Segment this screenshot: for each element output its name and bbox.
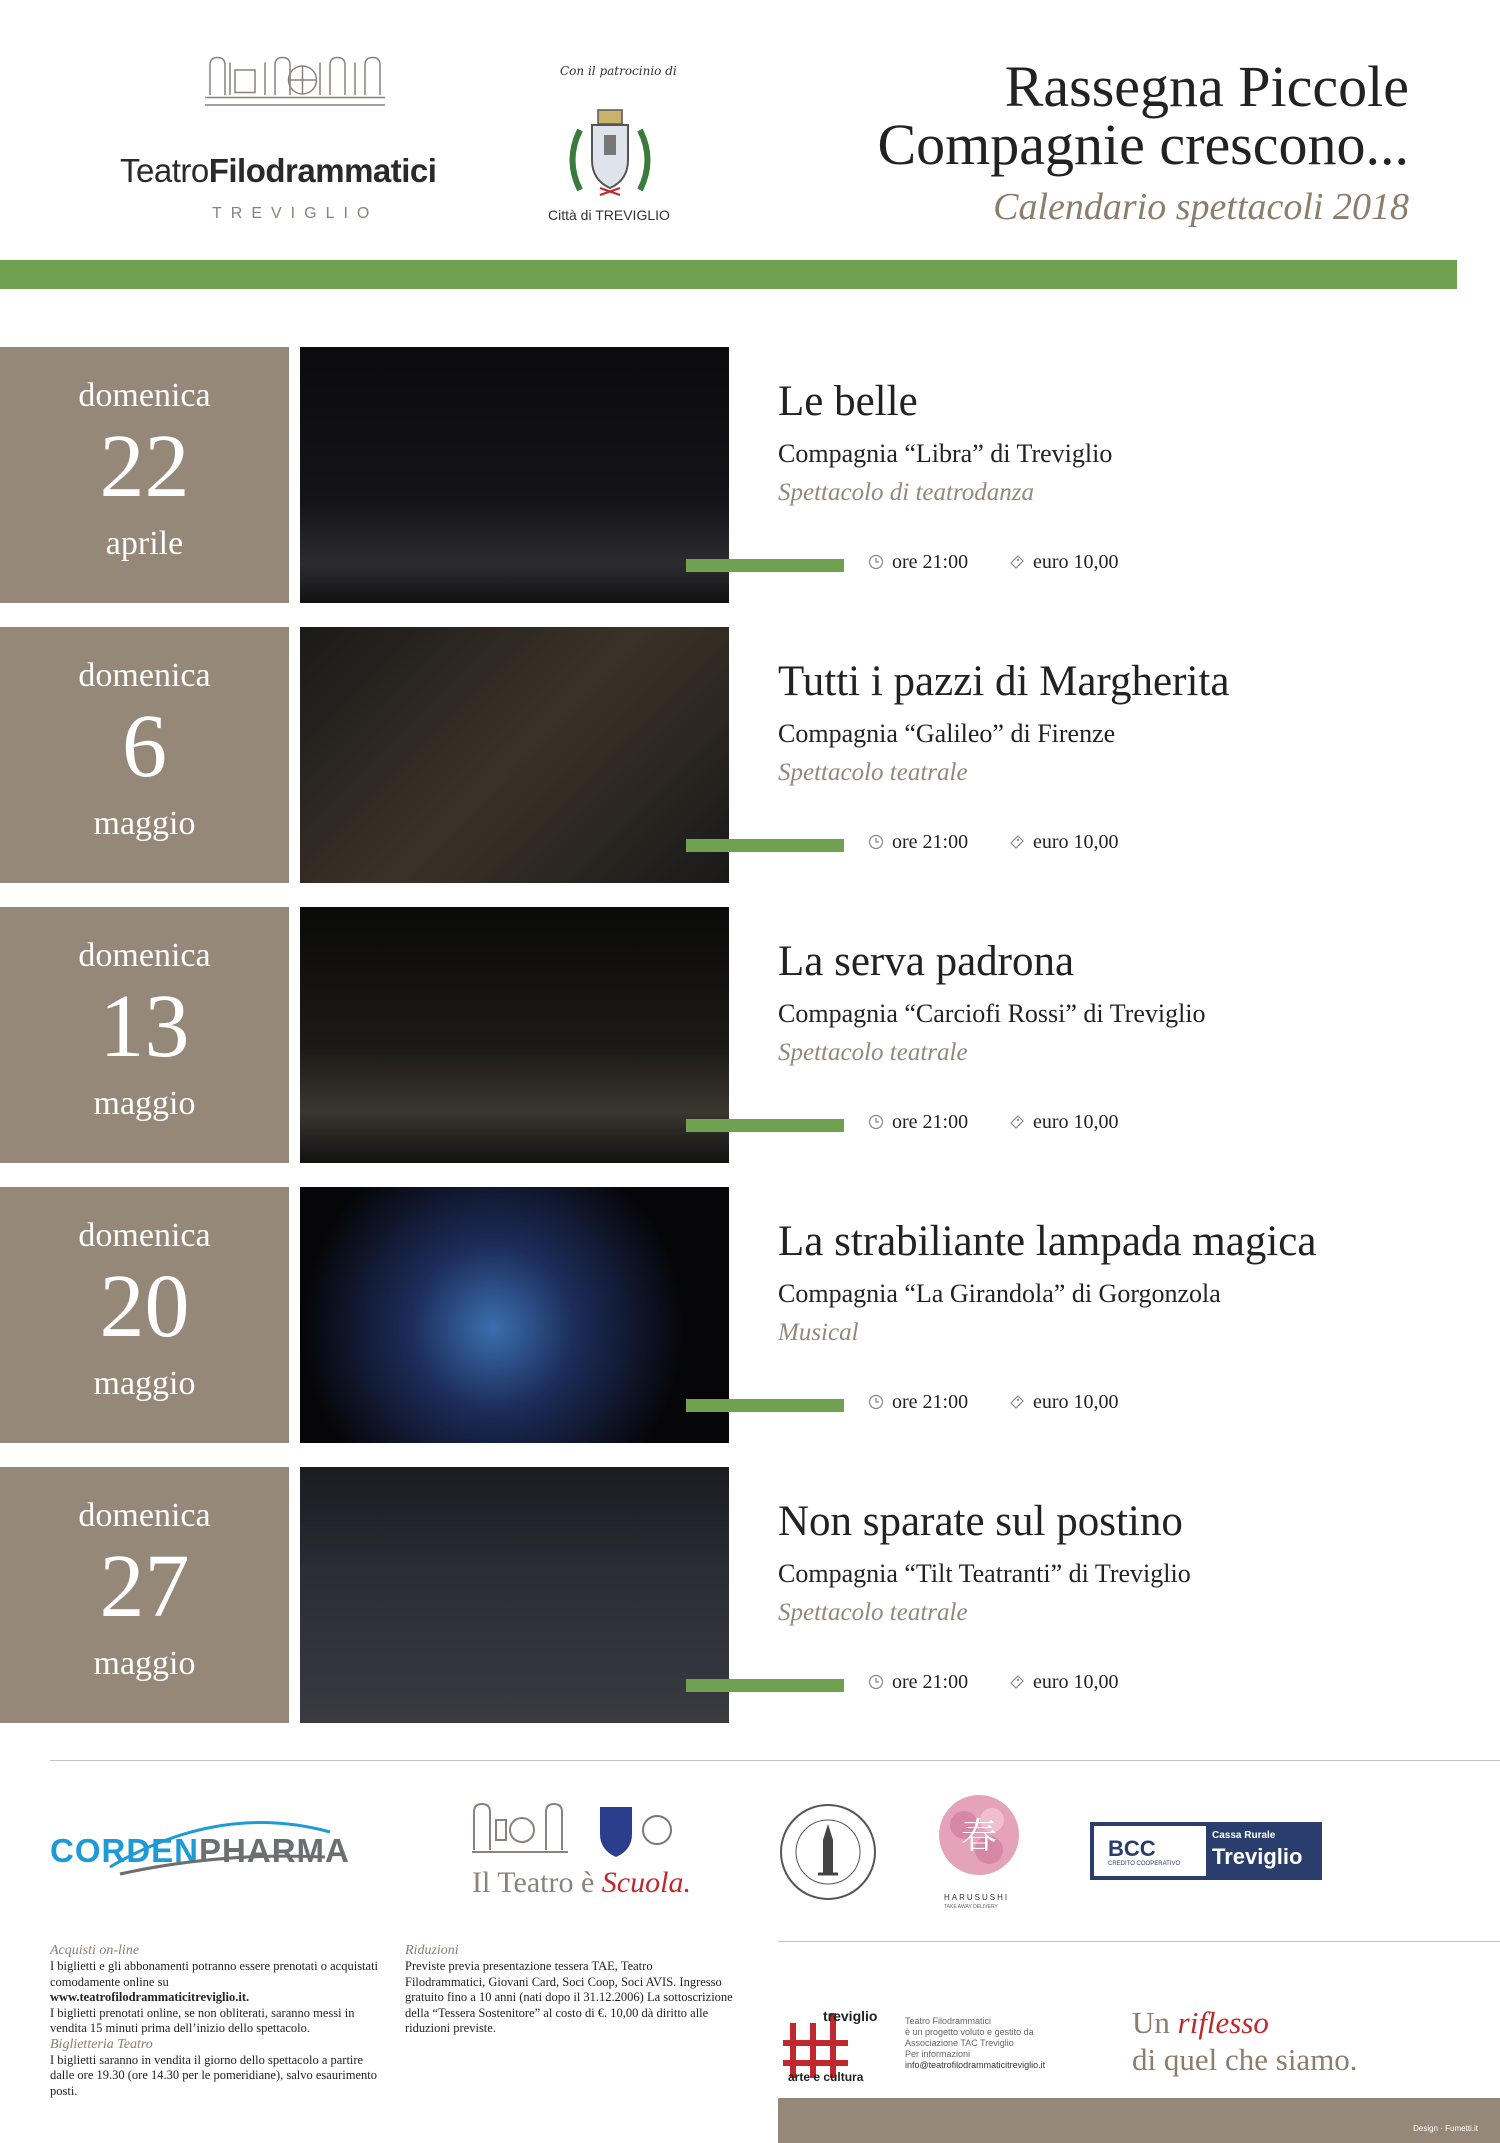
riduzioni-heading: Riduzioni <box>405 1943 459 1958</box>
teatro-name: TeatroFilodrammatici <box>120 152 437 189</box>
event-title: Le belle <box>778 378 918 425</box>
event-month: maggio <box>93 1645 196 1682</box>
citta-label: Città di TREVIGLIO <box>548 207 670 223</box>
event-green-line <box>686 559 844 572</box>
clock-icon <box>868 1394 884 1410</box>
teatro-scuola-logo <box>472 1802 672 1862</box>
event-time: ore 21:00 <box>868 831 968 854</box>
clock-icon <box>868 1114 884 1130</box>
event-photo <box>300 1187 729 1443</box>
event-weekday: domenica <box>78 937 211 974</box>
tac-line4: Per informazioni <box>905 2049 971 2059</box>
event-title: La serva padrona <box>778 938 1075 985</box>
ticket-icon <box>1009 554 1025 570</box>
header-green-bar <box>0 260 1457 289</box>
event-month: aprile <box>105 525 184 562</box>
clock-icon <box>868 1674 884 1690</box>
event-photo <box>300 627 729 883</box>
event-company: Compagnia “Tilt Teatranti” di Treviglio <box>778 1559 1191 1588</box>
event-company: Compagnia “Carciofi Rossi” di Treviglio <box>778 999 1206 1028</box>
event-weekday: domenica <box>78 1497 211 1534</box>
event-price: euro 10,00 <box>1009 1671 1119 1694</box>
tac-line2: è un progetto voluto e gestito da <box>905 2027 1034 2037</box>
ticket-icon <box>1009 1114 1025 1130</box>
teatro-logo <box>205 55 385 145</box>
event-company: Compagnia “La Girandola” di Gorgonzola <box>778 1279 1221 1308</box>
event-price: euro 10,00 <box>1009 1391 1119 1414</box>
event-green-line <box>686 1399 844 1412</box>
tac-logo-bottom: arte e cultura <box>788 2070 864 2083</box>
event-date-block <box>0 907 289 1163</box>
ticket-icon <box>1009 1674 1025 1690</box>
event-month: maggio <box>93 805 196 842</box>
event-genre: Musical <box>778 1319 859 1346</box>
event-month: maggio <box>93 1365 196 1402</box>
slogan-line2: di quel che siamo. <box>1132 2042 1358 2077</box>
acquisti-heading: Acquisti on-line <box>50 1943 140 1958</box>
footer-bottom-bar <box>778 2098 1500 2143</box>
bcc-line2: Treviglio <box>1212 1844 1303 1869</box>
event-photo <box>300 347 729 603</box>
event-day-number: 22 <box>99 417 190 516</box>
ticket-icon <box>1009 834 1025 850</box>
event-weekday: domenica <box>78 1217 211 1254</box>
event-genre: Spettacolo di teatrodanza <box>778 479 1034 506</box>
event-genre: Spettacolo teatrale <box>778 759 968 786</box>
tac-line3: Associazione TAC Treviglio <box>905 2038 1014 2048</box>
event-date-block <box>0 1467 289 1723</box>
biglietteria-text: I biglietti saranno in vendita il giorno dello spettacolo a partire dalle ore 19.30 (ore 14.30 per le pomeridiane), salvo esaurimento posti. <box>50 2052 377 2098</box>
bcc-treviglio-logo <box>1090 1822 1322 1880</box>
event-title: Non sparate sul postino <box>778 1498 1183 1545</box>
info-riduzioni-column <box>405 1943 735 2037</box>
treviglio-arte-cultura-logo <box>778 2003 878 2083</box>
event-photo <box>300 907 729 1163</box>
event-weekday: domenica <box>78 377 211 414</box>
acquisti-text: I biglietti e gli abbonamenti potranno essere prenotati o acquistati comodamente online su www.teatrofilodrammaticitreviglio.it. I biglietti prenotati online, se non obliterati, saranno messi in vendita 15 minuti prima dell’inizio dello spettacolo. <box>50 1959 379 2035</box>
event-date-block <box>0 627 289 883</box>
svg-text:春: 春 <box>960 1816 998 1857</box>
acquisti-url-link[interactable]: www.teatrofilodrammaticitreviglio.it. <box>50 1990 250 2004</box>
event-genre: Spettacolo teatrale <box>778 1039 968 1066</box>
commercianti-trevigliesi-logo <box>778 1802 878 1902</box>
event-price: euro 10,00 <box>1009 831 1119 854</box>
event-day-number: 13 <box>99 977 190 1076</box>
patrocinio-label: Con il patrocinio di <box>560 64 677 78</box>
tac-email-link[interactable]: info@teatrofilodrammaticitreviglio.it <box>905 2060 1046 2070</box>
event-company: Compagnia “Libra” di Treviglio <box>778 439 1113 468</box>
cordenpharma-swoosh-icon <box>100 1812 340 1882</box>
event-time: ore 21:00 <box>868 1111 968 1134</box>
event-price: euro 10,00 <box>1009 551 1119 574</box>
event-date-block <box>0 1187 289 1443</box>
event-time: ore 21:00 <box>868 1391 968 1414</box>
footer-divider <box>50 1760 1500 1761</box>
info-acquisti-column <box>50 1943 380 2099</box>
clock-icon <box>868 834 884 850</box>
event-title: Tutti i pazzi di Margherita <box>778 658 1230 705</box>
event-month: maggio <box>93 1085 196 1122</box>
event-day-number: 20 <box>99 1257 190 1356</box>
treviglio-crest-icon <box>560 100 660 200</box>
teatro-scuola-text: Il Teatro è Scuola. <box>472 1866 691 1899</box>
page-title-line1: Rassegna Piccole <box>1004 54 1409 119</box>
tac-logo-top: treviglio <box>823 2008 878 2024</box>
event-green-line <box>686 1119 844 1132</box>
event-day-number: 27 <box>99 1537 190 1636</box>
biglietteria-heading: Biglietteria Teatro <box>50 2036 153 2052</box>
event-time: ore 21:00 <box>868 1671 968 1694</box>
bcc-sub-text: CREDITO COOPERATIVO <box>1108 1861 1181 1867</box>
event-photo <box>300 1467 729 1723</box>
event-company: Compagnia “Galileo” di Firenze <box>778 719 1116 748</box>
event-title: La strabiliante lampada magica <box>778 1218 1317 1265</box>
page-title-line2: Compagnie crescono... <box>877 112 1409 177</box>
tac-info <box>905 2016 1085 2071</box>
bcc-logo-text: BCC <box>1108 1836 1156 1861</box>
event-green-line <box>686 1679 844 1692</box>
event-day-number: 6 <box>122 697 167 796</box>
teatro-city: TREVIGLIO <box>212 205 379 222</box>
page-subtitle: Calendario spettacoli 2018 <box>993 186 1409 228</box>
event-price: euro 10,00 <box>1009 1111 1119 1134</box>
ticket-icon <box>1009 1394 1025 1410</box>
design-credit: Design · Fumetti.it <box>1413 2124 1478 2133</box>
tac-line1: Teatro Filodrammatici <box>905 2016 992 2026</box>
harusushi-sublabel: TAKE AWAY DELIVERY <box>944 1904 998 1910</box>
harusushi-logo <box>934 1790 1024 1890</box>
event-green-line <box>686 839 844 852</box>
clock-icon <box>868 554 884 570</box>
harusushi-label: HARUSUSHI <box>944 1893 1010 1902</box>
bcc-logo-panel <box>1094 1826 1206 1876</box>
event-date-block <box>0 347 289 603</box>
event-weekday: domenica <box>78 657 211 694</box>
cordenpharma-logo: CORDENPHARMA <box>50 1832 350 1869</box>
footer-divider-right <box>778 1941 1500 1942</box>
bcc-line1: Cassa Rurale <box>1212 1830 1276 1841</box>
event-genre: Spettacolo teatrale <box>778 1599 968 1626</box>
slogan-line1: Un riflesso <box>1132 2005 1269 2040</box>
riduzioni-text: Previste previa presentazione tessera TAE, Teatro Filodrammatici, Giovani Card, Soci Coop, Soci AVIS. Ingresso gratuito fino a 10 anni (nati dopo il 31.12.2006) La sottoscrizione della “Tessera Sostenitore” al costo di €. 10,00 dà diritto alle riduzioni previste. <box>405 1959 733 2035</box>
event-time: ore 21:00 <box>868 551 968 574</box>
